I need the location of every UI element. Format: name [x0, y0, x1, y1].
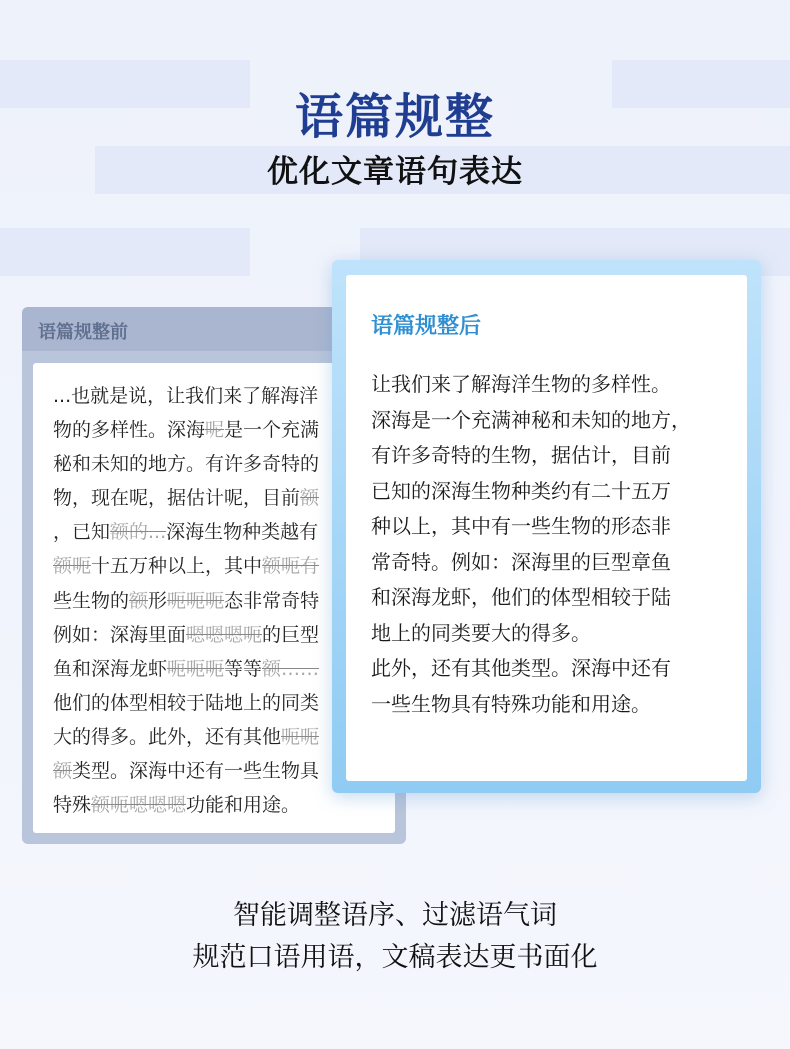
after-text-line: 种以上，其中有一些生物的形态非 — [371, 514, 671, 538]
page-subtitle: 优化文章语句表达 — [267, 154, 523, 190]
after-card — [332, 260, 761, 793]
decorative-bar — [0, 228, 250, 276]
text-segment: 类型。深海中还有一些生物具 特殊 — [53, 760, 320, 817]
filler-word: 额 — [53, 760, 73, 783]
text-segment: 十五万种以上，其中 — [91, 555, 263, 578]
filler-word: 额呃 — [53, 555, 92, 578]
filler-word: 额呃有 — [262, 555, 320, 578]
filler-word: 额 — [129, 589, 149, 612]
filler-word: 额呃嗯嗯嗯 — [91, 794, 187, 817]
filler-word: 额 — [300, 487, 320, 510]
before-card-title: 语篇规整前 — [38, 322, 128, 343]
filler-word: 呃呃 — [281, 725, 320, 748]
text-segment: 功能和用途。 — [186, 794, 301, 817]
after-text-line: 地上的同类要大的得多。 — [371, 620, 591, 645]
caption-line-2: 规范口语用语，文稿表达更书面化 — [192, 942, 598, 973]
after-text-line: 常奇特。例如：深海里的巨型章鱼 — [371, 549, 671, 574]
text-segment: ...也就是说，让我们来了解海洋 物的多样性。深海 — [53, 385, 319, 442]
text-segment: 些生物的 — [53, 589, 130, 612]
text-segment: 形 — [148, 589, 168, 612]
after-text-line: 此外，还有其他类型。深海中还有 — [371, 656, 671, 680]
text-segment: 深海生物种类越有 — [166, 521, 319, 544]
text-segment: 态非常奇特 例如：深海里面 — [53, 589, 320, 646]
filler-word: 嗯嗯嗯呃 — [186, 623, 263, 646]
after-text-panel — [346, 275, 747, 781]
filler-word: 呃呃呃 — [167, 657, 225, 680]
text-segment: 的巨型 鱼和深海龙虾 — [53, 623, 320, 680]
before-text — [53, 379, 353, 822]
after-text — [371, 367, 731, 722]
filler-word: 额的... — [110, 521, 167, 544]
caption-line-1: 智能调整语序、过滤语气词 — [233, 900, 557, 931]
after-card-title: 语篇规整后 — [371, 314, 482, 339]
filler-word: 呃呃呃 — [167, 589, 225, 612]
after-text-line: 有许多奇特的生物，据估计，目前 — [371, 443, 671, 467]
text-segment: 他们的体型相较于陆地上的同类 大的得多。此外，还有其他 — [53, 691, 320, 748]
after-text-line: 已知的深海生物种类约有二十五万 — [371, 478, 671, 503]
filler-word: 呢 — [205, 419, 225, 442]
filler-word: 额…… — [262, 657, 320, 680]
after-text-line: 一些生物具有特殊功能和用途。 — [371, 691, 651, 716]
text-segment: 等等 — [224, 657, 263, 680]
after-text-line: 深海是一个充满神秘和未知的地方， — [371, 407, 691, 432]
text-segment: ，已知 — [53, 521, 111, 544]
after-text-line: 让我们来了解海洋生物的多样性。 — [371, 372, 671, 396]
page-title: 语篇规整 — [294, 89, 495, 145]
caption — [0, 895, 790, 979]
text-segment: 是一个充满 秘和未知的地方。有许多奇特的 物，现在呢，据估计呢，目前 — [53, 419, 320, 510]
after-text-line: 和深海龙虾，他们的体型相较于陆 — [371, 585, 671, 609]
